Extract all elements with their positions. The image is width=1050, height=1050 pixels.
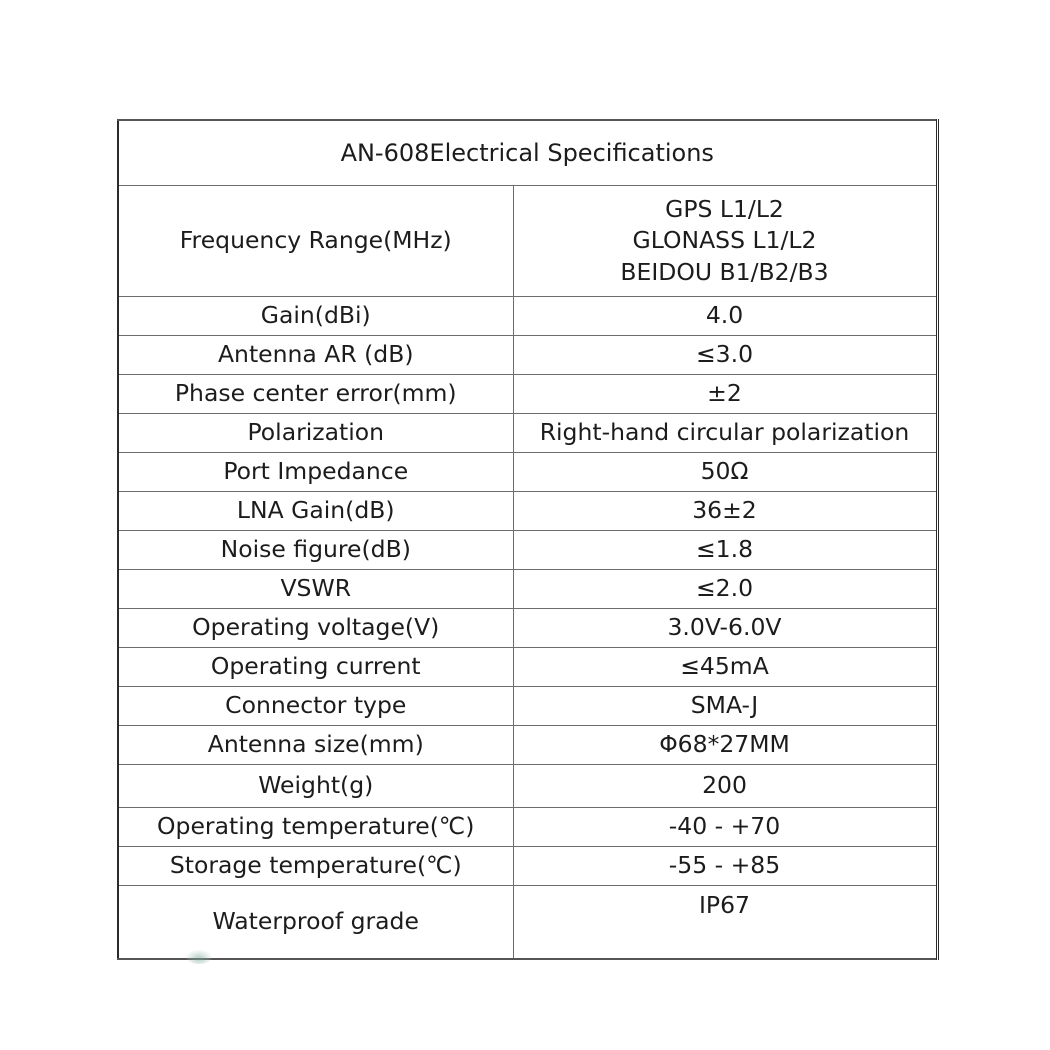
row-label-port-impedance: Port Impedance	[118, 453, 513, 492]
row-label-gain: Gain(dBi)	[118, 297, 513, 336]
row-value-operating-current: ≤45mA	[513, 648, 937, 687]
row-value-noise-figure: ≤1.8	[513, 531, 937, 570]
specifications-table-container	[117, 119, 936, 936]
row-value-waterproof-grade: IP67	[513, 886, 937, 960]
table-title-row	[118, 120, 937, 186]
table-row	[118, 570, 937, 609]
table-row	[118, 492, 937, 531]
row-value-vswr: ≤2.0	[513, 570, 937, 609]
row-value-gain: 4.0	[513, 297, 937, 336]
row-value-connector-type: SMA-J	[513, 687, 937, 726]
row-value-operating-voltage: 3.0V-6.0V	[513, 609, 937, 648]
row-value-operating-temperature: -40 - +70	[513, 808, 937, 847]
row-value-phase-center-error: ±2	[513, 375, 937, 414]
table-row	[118, 531, 937, 570]
row-label-storage-temperature: Storage temperature(℃)	[118, 847, 513, 886]
row-label-frequency-range: Frequency Range(MHz)	[118, 186, 513, 297]
row-label-phase-center-error: Phase center error(mm)	[118, 375, 513, 414]
table-row	[118, 414, 937, 453]
table-row	[118, 726, 937, 765]
row-value-antenna-size: Φ68*27MM	[513, 726, 937, 765]
table-row	[118, 336, 937, 375]
row-label-operating-temperature: Operating temperature(℃)	[118, 808, 513, 847]
row-label-antenna-size: Antenna size(mm)	[118, 726, 513, 765]
row-value-antenna-ar: ≤3.0	[513, 336, 937, 375]
table-row	[118, 609, 937, 648]
frequency-line-beidou: BEIDOU B1/B2/B3	[620, 257, 829, 286]
row-label-operating-voltage: Operating voltage(V)	[118, 609, 513, 648]
table-row	[118, 808, 937, 847]
row-label-polarization: Polarization	[118, 414, 513, 453]
table-body	[118, 120, 937, 959]
table-row	[118, 297, 937, 336]
row-label-weight: Weight(g)	[118, 765, 513, 808]
row-label-operating-current: Operating current	[118, 648, 513, 687]
row-value-weight: 200	[513, 765, 937, 808]
electrical-specifications-table	[117, 119, 939, 960]
table-row	[118, 886, 937, 960]
table-row	[118, 687, 937, 726]
row-value-storage-temperature: -55 - +85	[513, 847, 937, 886]
row-label-noise-figure: Noise figure(dB)	[118, 531, 513, 570]
table-row	[118, 847, 937, 886]
table-title: AN-608Electrical Specifications	[118, 120, 937, 186]
row-value-polarization: Right-hand circular polarization	[513, 414, 937, 453]
row-value-port-impedance: 50Ω	[513, 453, 937, 492]
table-row	[118, 453, 937, 492]
table-row	[118, 648, 937, 687]
row-label-lna-gain: LNA Gain(dB)	[118, 492, 513, 531]
row-value-lna-gain: 36±2	[513, 492, 937, 531]
table-row	[118, 375, 937, 414]
table-row	[118, 186, 937, 297]
frequency-line-gps: GPS L1/L2	[665, 195, 784, 224]
row-label-connector-type: Connector type	[118, 687, 513, 726]
row-value-frequency-range	[513, 186, 937, 297]
frequency-line-glonass: GLONASS L1/L2	[632, 226, 817, 255]
table-row	[118, 765, 937, 808]
row-label-waterproof-grade: Waterproof grade	[118, 886, 513, 960]
row-label-vswr: VSWR	[118, 570, 513, 609]
row-label-antenna-ar: Antenna AR (dB)	[118, 336, 513, 375]
